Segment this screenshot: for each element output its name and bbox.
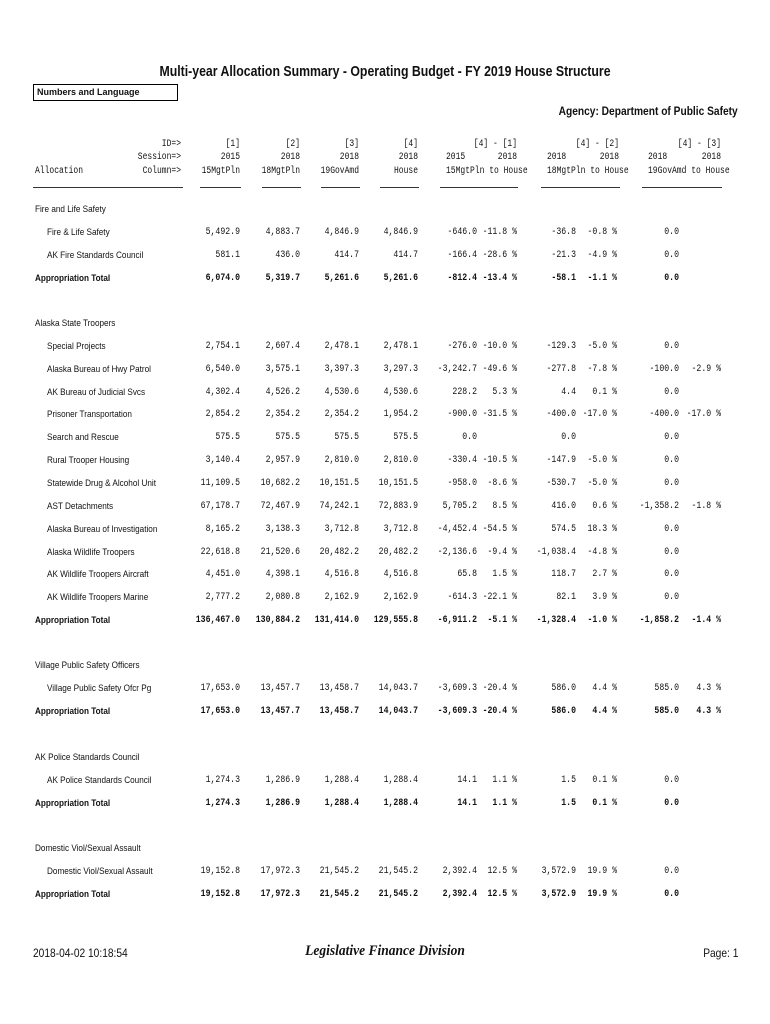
allocation-row-label: Domestic Viol/Sexual Assault [47,865,153,877]
table-cell: 2,354.2 [265,408,300,421]
column-id: [4] [403,139,418,150]
total-cell: 21,545.2 [319,887,359,900]
table-cell: 1,286.9 [265,773,300,786]
total-cell: 129,555.8 [373,614,418,627]
column-id: [3] [344,139,359,150]
table-cell: -7.8 % [587,362,617,375]
table-cell: -147.9 [546,454,576,467]
table-cell: 4,526.2 [265,385,300,398]
header-row-label: Session=> [137,152,181,163]
table-cell: -49.6 % [482,362,517,375]
table-cell: -4,452.4 [437,522,477,535]
total-cell: -1.4 % [691,614,721,627]
table-cell: -3,242.7 [437,362,477,375]
table-cell: 4.4 [561,385,576,398]
table-cell: 2,162.9 [383,591,418,604]
table-cell: 414.7 [334,248,359,261]
table-cell: 8.5 % [492,499,517,512]
total-cell: 0.0 [664,271,679,284]
total-cell: 136,467.0 [195,614,240,627]
table-cell: 3,575.1 [265,362,300,375]
total-cell: -1,858.2 [639,614,679,627]
table-cell: -8.6 % [487,476,517,489]
table-cell: -4.8 % [587,545,617,558]
total-cell: 586.0 [551,704,576,717]
table-cell: 2,810.0 [324,454,359,467]
total-cell: 0.0 [664,887,679,900]
table-cell: -10.5 % [482,454,517,467]
allocation-row-label: AK Police Standards Council [47,774,152,786]
comparison-session-b: 2018 [599,152,619,163]
comparison-id: [4] - [3] [677,139,721,150]
table-cell: 0.6 % [592,499,617,512]
table-cell: -3,609.3 [437,681,477,694]
table-cell: 575.5 [334,431,359,444]
table-cell: 4,530.6 [383,385,418,398]
table-cell: 2,754.1 [205,339,240,352]
table-cell: 18.3 % [587,522,617,535]
table-cell: -5.0 % [587,339,617,352]
column-id: [1] [225,139,240,150]
total-cell: 1.1 % [492,796,517,809]
comparison-id: [4] - [1] [473,139,517,150]
table-cell: 1,288.4 [383,773,418,786]
table-cell: 3,297.3 [383,362,418,375]
total-cell: 131,414.0 [314,614,359,627]
table-cell: 0.0 [664,773,679,786]
column-id: [2] [285,139,300,150]
header-underline [200,187,241,188]
footer-division: Legislative Finance Division [305,943,465,959]
total-cell: 0.1 % [592,796,617,809]
total-cell: 0.0 [664,796,679,809]
table-cell: -530.7 [546,476,576,489]
table-cell: -400.0 [546,408,576,421]
allocation-row-label: Special Projects [47,340,106,352]
table-cell: 21,520.6 [260,545,300,558]
table-cell: 22,618.8 [200,545,240,558]
table-cell: 416.0 [551,499,576,512]
table-cell: 10,682.2 [260,476,300,489]
table-cell: 2,957.9 [265,454,300,467]
page-title: Multi-year Allocation Summary - Operating Budget - FY 2019 House Structure [159,63,611,80]
table-cell: 4,530.6 [324,385,359,398]
total-cell: 4.4 % [592,704,617,717]
table-cell: 228.2 [452,385,477,398]
total-cell: 1,288.4 [383,796,418,809]
table-cell: 5.3 % [492,385,517,398]
table-cell: 13,458.7 [319,681,359,694]
table-cell: 4,516.8 [324,568,359,581]
table-cell: 575.5 [393,431,418,444]
table-cell: -17.0 % [686,408,721,421]
total-cell: 5,261.6 [383,271,418,284]
table-cell: 1,274.3 [205,773,240,786]
allocation-row-label: Alaska Wildlife Troopers [47,546,135,558]
table-cell: 575.5 [215,431,240,444]
column-name: 19GovAmd [320,166,359,177]
table-cell: 3,140.4 [205,454,240,467]
comparison-session-a: 2018 [648,152,668,163]
allocation-row-label: Fire & Life Safety [47,226,110,238]
table-cell: 2,478.1 [383,339,418,352]
section-heading: Domestic Viol/Sexual Assault [35,843,141,854]
total-cell: 585.0 [654,704,679,717]
allocation-row-label: AK Fire Standards Council [47,249,144,261]
allocation-row-label: AK Wildlife Troopers Marine [47,592,149,604]
table-cell: 4.4 % [592,681,617,694]
table-cell: 65.8 [457,568,477,581]
table-cell: 10,151.5 [378,476,418,489]
total-cell: 6,074.0 [205,271,240,284]
total-cell: 1.5 [561,796,576,809]
table-cell: -166.4 [447,248,477,261]
table-cell: 21,545.2 [319,864,359,877]
total-cell: 1,274.3 [205,796,240,809]
table-cell: 12.5 % [487,864,517,877]
table-cell: 575.5 [275,431,300,444]
total-cell: -58.1 [551,271,576,284]
table-cell: 581.1 [215,248,240,261]
table-cell: 0.0 [664,568,679,581]
allocation-row-label: AST Detachments [47,500,114,512]
table-cell: 82.1 [556,591,576,604]
table-cell: 1.1 % [492,773,517,786]
total-cell: 5,319.7 [265,271,300,284]
total-cell: 1,288.4 [324,796,359,809]
total-cell: -812.4 [447,271,477,284]
allocation-row-label: AK Wildlife Troopers Aircraft [47,569,149,581]
header-row-label: ID=> [161,139,181,150]
table-cell: -10.0 % [482,339,517,352]
column-name: 18MgtPln [261,166,300,177]
section-heading: AK Police Standards Council [35,752,140,763]
table-cell: -900.0 [447,408,477,421]
table-cell: 2.7 % [592,568,617,581]
header-underline [33,187,183,188]
table-cell: 14,043.7 [378,681,418,694]
table-cell: 72,467.9 [260,499,300,512]
allocation-row-label: Alaska Bureau of Investigation [47,523,158,535]
table-cell: 74,242.1 [319,499,359,512]
total-cell: 5,261.6 [324,271,359,284]
table-cell: -330.4 [447,454,477,467]
table-cell: 8,165.2 [205,522,240,535]
table-cell: 4,302.4 [205,385,240,398]
table-cell: 21,545.2 [378,864,418,877]
total-cell: 130,884.2 [255,614,300,627]
table-cell: -1,358.2 [639,499,679,512]
table-cell: 436.0 [275,248,300,261]
table-cell: -2.9 % [691,362,721,375]
table-cell: -277.8 [546,362,576,375]
table-cell: 0.0 [462,431,477,444]
table-cell: 72,883.9 [378,499,418,512]
section-heading: Village Public Safety Officers [35,660,140,671]
allocation-row-label: Search and Rescue [47,432,119,444]
comparison-name: 19GovAmd to House [648,166,730,177]
table-cell: 0.0 [664,248,679,261]
table-cell: 3,712.8 [324,522,359,535]
table-cell: 0.0 [664,339,679,352]
total-cell: -13.4 % [482,271,517,284]
total-cell: 12.5 % [487,887,517,900]
table-cell: 0.0 [664,431,679,444]
table-cell: 0.1 % [592,773,617,786]
table-cell: -614.3 [447,591,477,604]
section-heading: Fire and Life Safety [35,204,106,215]
total-cell: 2,392.4 [442,887,477,900]
table-cell: -28.6 % [482,248,517,261]
allocation-row-label: Alaska Bureau of Hwy Patrol [47,363,151,375]
table-cell: -1.8 % [691,499,721,512]
footer-timestamp: 2018-04-02 10:18:54 [33,946,128,960]
allocation-row-label: Prisoner Transportation [47,409,132,421]
table-cell: 4,516.8 [383,568,418,581]
table-cell: 2,392.4 [442,864,477,877]
total-cell: 13,458.7 [319,704,359,717]
header-underline [380,187,419,188]
table-cell: 574.5 [551,522,576,535]
table-cell: 14.1 [457,773,477,786]
table-cell: -36.8 [551,225,576,238]
table-cell: 0.0 [664,522,679,535]
table-cell: 2,810.0 [383,454,418,467]
total-cell: 19.9 % [587,887,617,900]
appropriation-total-label: Appropriation Total [35,615,111,627]
comparison-session-a: 2015 [446,152,466,163]
total-cell: 19,152.8 [200,887,240,900]
appropriation-total-label: Appropriation Total [35,888,111,900]
total-cell: -20.4 % [482,704,517,717]
column-session: 2018 [398,152,418,163]
comparison-name: 18MgtPln to House [547,166,629,177]
table-cell: 1,954.2 [383,408,418,421]
total-cell: 14.1 [457,796,477,809]
table-cell: -54.5 % [482,522,517,535]
comparison-session-b: 2018 [701,152,721,163]
table-cell: 4,451.0 [205,568,240,581]
table-cell: 2,854.2 [205,408,240,421]
column-session: 2018 [280,152,300,163]
footer-page-number: Page: 1 [702,946,738,960]
table-cell: 20,482.2 [378,545,418,558]
table-cell: -958.0 [447,476,477,489]
total-cell: -5.1 % [487,614,517,627]
table-cell: 0.0 [664,385,679,398]
total-cell: 17,972.3 [260,887,300,900]
table-cell: 3,397.3 [324,362,359,375]
table-cell: 0.0 [664,454,679,467]
table-cell: -2,136.6 [437,545,477,558]
table-cell: 5,705.2 [442,499,477,512]
header-underline [541,187,620,188]
table-cell: -5.0 % [587,476,617,489]
table-cell: 2,607.4 [265,339,300,352]
table-cell: -5.0 % [587,454,617,467]
header-underline [440,187,518,188]
header-underline [262,187,301,188]
column-session: 2018 [339,152,359,163]
total-cell: -6,911.2 [437,614,477,627]
table-cell: -100.0 [649,362,679,375]
numbers-language-box: Numbers and Language [33,84,178,101]
table-cell: 0.1 % [592,385,617,398]
table-cell: 19.9 % [587,864,617,877]
table-cell: -129.3 [546,339,576,352]
table-cell: 6,540.0 [205,362,240,375]
table-cell: 5,492.9 [205,225,240,238]
table-cell: -4.9 % [587,248,617,261]
table-cell: 17,653.0 [200,681,240,694]
section-heading: Alaska State Troopers [35,318,116,329]
table-cell: 2,777.2 [205,591,240,604]
table-cell: 2,080.8 [265,591,300,604]
total-cell: 13,457.7 [260,704,300,717]
table-cell: -20.4 % [482,681,517,694]
table-cell: -21.3 [551,248,576,261]
table-cell: 0.0 [664,545,679,558]
table-cell: 17,972.3 [260,864,300,877]
table-cell: 2,478.1 [324,339,359,352]
total-cell: 14,043.7 [378,704,418,717]
total-cell: 17,653.0 [200,704,240,717]
table-cell: 10,151.5 [319,476,359,489]
table-cell: 1,288.4 [324,773,359,786]
total-cell: -1.0 % [587,614,617,627]
comparison-session-b: 2018 [497,152,517,163]
table-cell: 1.5 % [492,568,517,581]
total-cell: -1,328.4 [536,614,576,627]
table-cell: 4,883.7 [265,225,300,238]
column-name: House [393,166,418,177]
table-cell: -1,038.4 [536,545,576,558]
allocation-row-label: AK Bureau of Judicial Svcs [47,386,146,398]
table-cell: 20,482.2 [319,545,359,558]
total-cell: 4.3 % [696,704,721,717]
header-underline [321,187,360,188]
allocation-row-label: Rural Trooper Housing [47,455,130,467]
table-cell: 4,398.1 [265,568,300,581]
table-cell: 0.0 [664,476,679,489]
total-cell: -1.1 % [587,271,617,284]
table-cell: 585.0 [654,681,679,694]
table-cell: 19,152.8 [200,864,240,877]
total-cell: 1,286.9 [265,796,300,809]
table-cell: -22.1 % [482,591,517,604]
allocation-row-label: Statewide Drug & Alcohol Unit [47,477,156,489]
table-cell: 586.0 [551,681,576,694]
table-cell: 4,846.9 [324,225,359,238]
table-cell: -17.0 % [582,408,617,421]
comparison-session-a: 2018 [547,152,567,163]
table-cell: 118.7 [551,568,576,581]
table-cell: -31.5 % [482,408,517,421]
table-cell: -11.8 % [482,225,517,238]
table-cell: 13,457.7 [260,681,300,694]
table-cell: 4,846.9 [383,225,418,238]
table-cell: 0.0 [664,591,679,604]
total-cell: 21,545.2 [378,887,418,900]
table-cell: -9.4 % [487,545,517,558]
table-cell: -0.8 % [587,225,617,238]
table-cell: 3,712.8 [383,522,418,535]
table-cell: 11,109.5 [200,476,240,489]
column-name: 15MgtPln [201,166,240,177]
header-underline [642,187,722,188]
table-cell: 67,178.7 [200,499,240,512]
table-cell: 0.0 [561,431,576,444]
table-cell: 1.5 [561,773,576,786]
table-cell: 4.3 % [696,681,721,694]
comparison-name: 15MgtPln to House [446,166,528,177]
total-cell: 3,572.9 [541,887,576,900]
allocation-row-label: Village Public Safety Ofcr Pg [47,682,152,694]
table-cell: 2,162.9 [324,591,359,604]
table-cell: 0.0 [664,225,679,238]
table-cell: -400.0 [649,408,679,421]
column-session: 2015 [220,152,240,163]
comparison-id: [4] - [2] [575,139,619,150]
table-cell: 3,572.9 [541,864,576,877]
agency-label: Agency: Department of Public Safety [558,104,738,118]
table-cell: 414.7 [393,248,418,261]
appropriation-total-label: Appropriation Total [35,705,111,717]
appropriation-total-label: Appropriation Total [35,272,111,284]
appropriation-total-label: Appropriation Total [35,797,111,809]
table-cell: 3.9 % [592,591,617,604]
header-row-label: Column=> [142,166,181,177]
allocation-header: Allocation [35,166,84,177]
table-cell: -276.0 [447,339,477,352]
table-cell: 3,138.3 [265,522,300,535]
table-cell: 0.0 [664,864,679,877]
table-cell: 2,354.2 [324,408,359,421]
total-cell: -3,609.3 [437,704,477,717]
table-cell: -646.0 [447,225,477,238]
